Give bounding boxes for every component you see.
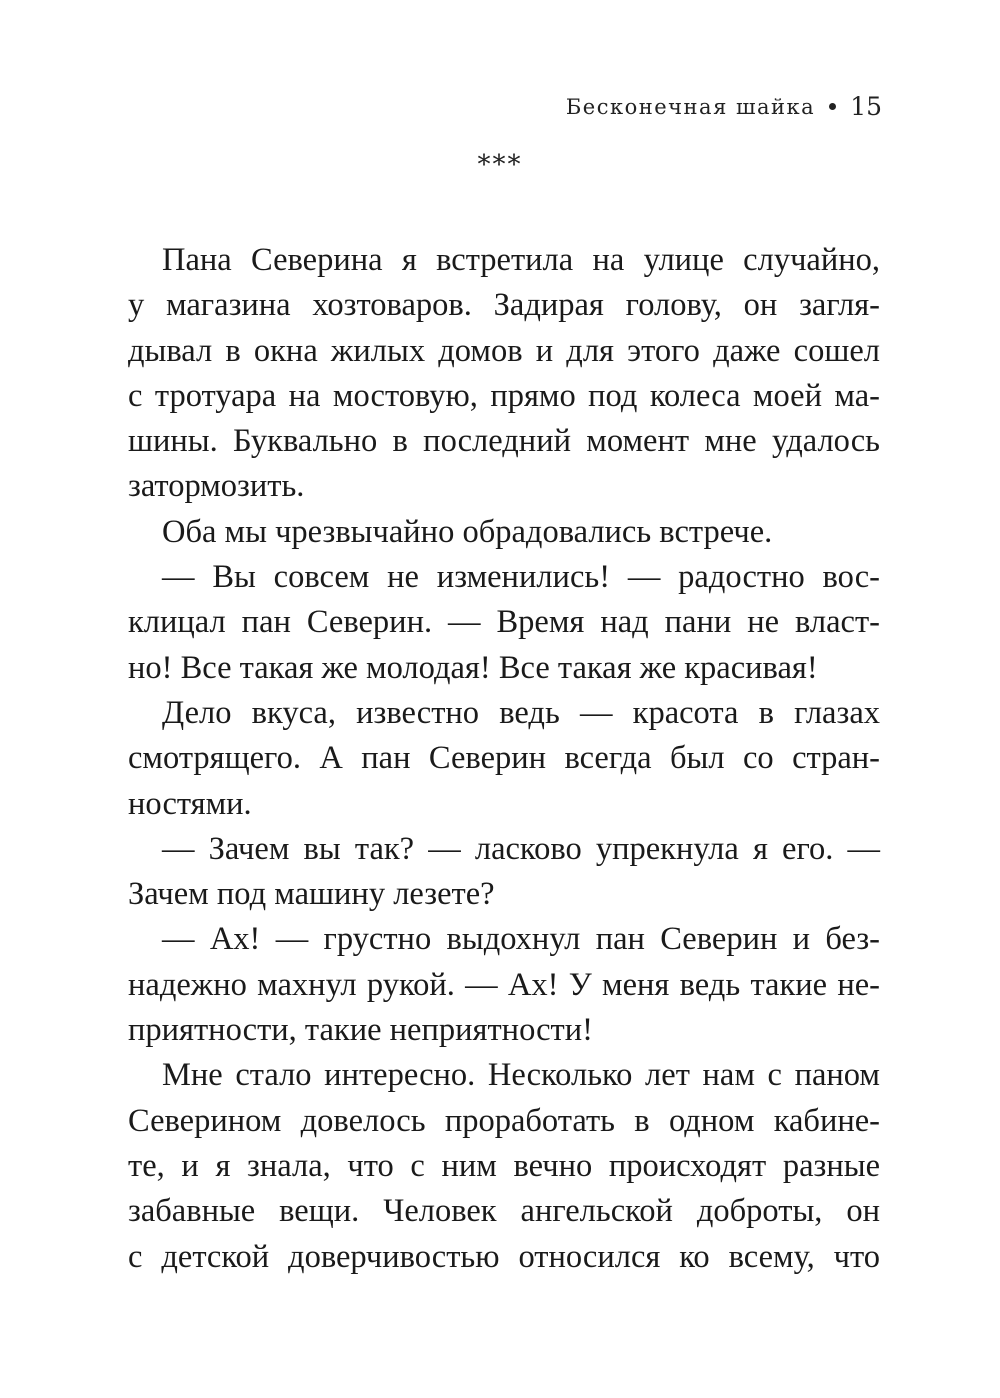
paragraph <box>128 691 880 827</box>
text-line: те, и я знала, что с ним вечно происходят разные <box>128 1147 880 1184</box>
running-head <box>566 92 882 121</box>
bullet-separator <box>829 103 836 110</box>
running-title: Бесконечная шайка <box>565 94 816 119</box>
text-line: но! Все такая же молодая! Все такая же красивая! <box>128 649 818 686</box>
text-line: ностями. <box>128 785 252 822</box>
text-line: Дело вкуса, известно ведь — красота в глазах <box>162 694 880 731</box>
text-line: у магазина хозтоваров. Задирая голову, он загля- <box>128 287 880 324</box>
paragraph <box>128 827 880 918</box>
text-line: смотрящего. А пан Северин всегда был со стран- <box>128 740 880 777</box>
text-line: — Ах! — грустно выдохнул пан Северин и без- <box>162 921 880 958</box>
text-line: с детской доверчивостью относился ко всему, что <box>128 1238 880 1275</box>
text-line: приятности, такие неприятности! <box>128 1012 593 1049</box>
text-line: Пана Северина я встретила на улице случайно, <box>162 242 880 278</box>
text-line: шины. Буквально в последний момент мне удалось <box>128 423 880 460</box>
text-line: надежно махнул рукой. — Ах! У меня ведь такие не- <box>128 966 880 1003</box>
text-line: затормозить. <box>128 468 305 505</box>
text-line: дывал в окна жилых домов и для этого даже сошел <box>128 332 880 369</box>
text-line: — Вы совсем не изменились! — радостно вос- <box>162 559 880 596</box>
paragraph <box>128 510 880 555</box>
page-number: 15 <box>850 92 882 121</box>
text-line: Зачем под машину лезете? <box>128 876 495 913</box>
text-line: Северином довелось проработать в одном кабине- <box>128 1102 880 1139</box>
paragraph <box>128 555 880 691</box>
text-line: клицал пан Северин. — Время над пани не власт- <box>128 604 880 641</box>
section-break: *** <box>477 150 523 180</box>
text-line: забавные вещи. Человек ангельской доброты, он <box>128 1193 880 1230</box>
text-line: Оба мы чрезвычайно обрадовались встрече. <box>162 513 773 550</box>
paragraph <box>128 1053 880 1279</box>
text-line: — Зачем вы так? — ласково упрекнула я его. — <box>162 830 880 867</box>
body-text <box>128 238 880 1280</box>
text-line: Мне стало интересно. Несколько лет нам с паном <box>162 1057 880 1094</box>
paragraph <box>128 917 880 1053</box>
paragraph <box>128 238 880 510</box>
text-line: с тротуара на мостовую, прямо под колеса моей ма- <box>128 377 880 414</box>
